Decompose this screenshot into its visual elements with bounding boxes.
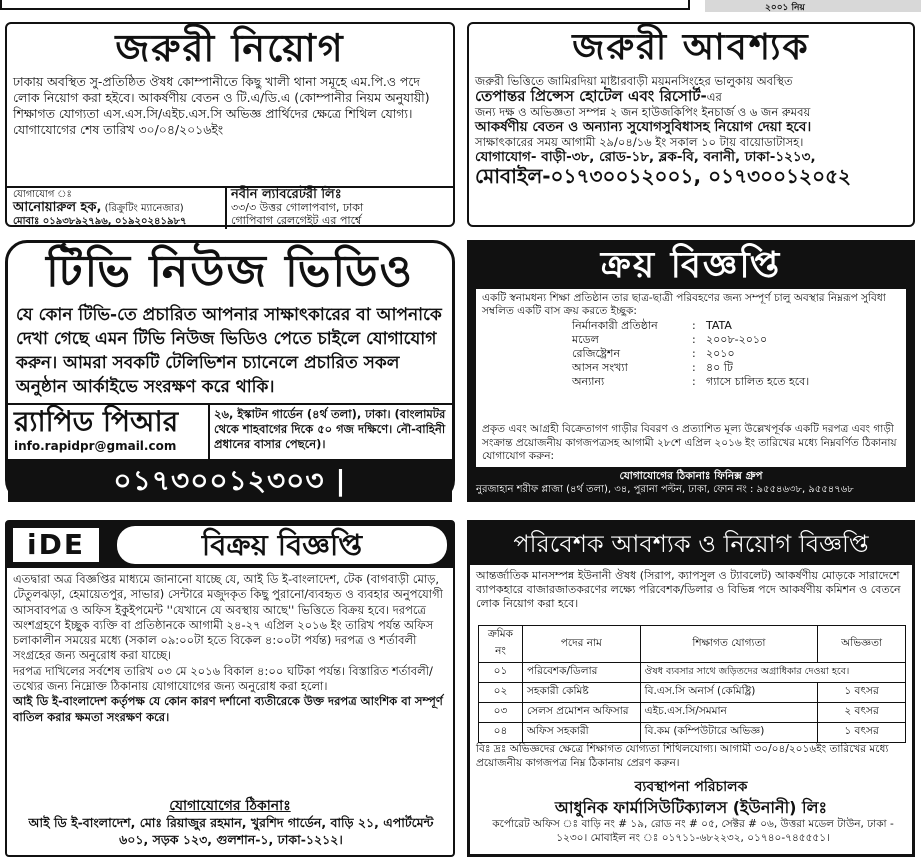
spec-key: অন্যান্য bbox=[572, 375, 605, 388]
ad-panel bbox=[476, 289, 906, 467]
previous-ad-border bbox=[0, 0, 690, 10]
table-cell: ১ বৎসর bbox=[818, 723, 906, 743]
table-cell: ০১ bbox=[479, 663, 523, 683]
positions-table bbox=[478, 625, 906, 743]
table-cell: সেলস প্রমোশন অফিসার bbox=[522, 703, 640, 723]
ad-urgent-recruitment bbox=[5, 22, 455, 227]
contact-role: (রিক্রুটিং ম্যানেজার) bbox=[104, 203, 184, 214]
ad-title: পরিবেশক আবশ্যক ও নিয়োগ বিজ্ঞপ্তি bbox=[470, 523, 912, 565]
table-cell: ১ বৎসর bbox=[818, 683, 906, 703]
body-line: সাক্ষাৎকারের সময় আগামী ২৯/০৪/১৬ ইং সকাল ১০ টায় বায়োডাটাসহ। bbox=[475, 135, 804, 149]
ad-body: ঢাকায় অবস্থিত সু-প্রতিষ্ঠিত ঔষধ কোম্পানীতে কিছু খালী থানা সমূহে এম.পি.ও পদে লোক নিয়োগ করা হইবে। আকর্ষণীয় বেতন ও টি.এ/ডি.এ (কোম্পানীর নিয়ম অনুযায়ী) শিক্ষাগত যোগ্যতা এস.এস.সি/এইচ.এস.সি অভিজ্ঞ প্রার্থিদের ক্ষেত্রে শিথিল যোগ্য। যোগাযোগের শেষ তারিখ ৩০/০৪/২০১৬ইং bbox=[13, 74, 430, 137]
address-line: ৩৩/৩ উত্তর গোলাপবাগ, ঢাকা bbox=[231, 201, 364, 214]
ad-title: ক্রয় বিজ্ঞপ্তি bbox=[600, 245, 782, 286]
contact-address: আই ডি ই-বাংলাদেশ, মোঃ রিয়াজুর রহমান, খুরশিদ গার্ডেন, বাড়ি ২১, এপার্টমেন্ট ৬০১, সড়ক ১২৩, গুলশান-১, ঢাকা-১২১২। bbox=[28, 815, 434, 847]
ad-purchase-notice bbox=[467, 240, 915, 502]
ad-title: টিভি নিউজ ভিডিও bbox=[46, 246, 414, 297]
ad-sale-notice bbox=[5, 520, 455, 857]
contact-mobile: মোবাঃ ০১৯৩৮৯২৭৯৬, ০১৯২০২৪১৯৮৭ bbox=[13, 216, 187, 227]
table-row bbox=[479, 723, 906, 743]
table-cell: ঔষধ ব্যবসার সাথে জড়িতদের অগ্রাধিকার দেওয়া হবে। bbox=[640, 663, 905, 683]
spec-key: মডেল bbox=[572, 333, 599, 346]
spec-key: আসন সংখ্যা bbox=[572, 361, 628, 374]
ad-intro: আন্তর্জাতিক মানসম্পন্ন ইউনানী ঔষধ (সিরাপ, ক্যাপসুল ও ট্যাবলেট) আকর্ষণীয় মোড়কে সারাদেশে ব্যাপকহারে বাজারজাতকরণের লক্ষ্যে পরিবেশক/ডিলার ও বিভিন্ন পদে আকর্ষণীয় কমিশন ও বেতনে লোক নিয়োগ করা হবে। bbox=[476, 569, 901, 610]
brand-section bbox=[8, 403, 452, 459]
hotel-suffix: এর bbox=[706, 90, 722, 104]
ad-title: বিক্রয় বিজ্ঞপ্তি bbox=[117, 526, 447, 564]
table-row bbox=[479, 683, 906, 703]
table-cell: সহকারী কেমিষ্ট bbox=[522, 683, 640, 703]
spec-row: নির্মানকারী প্রতিষ্ঠান : TATA bbox=[572, 319, 732, 332]
body-paragraph: দরপত্র দাখিলের সর্বশেষ তারিখ ০৩ মে ২০১৬ বিকাল ৪:০০ ঘটিকা পর্যন্ত। বিস্তারিত শর্তাবলী/ তথ্যের জন্য নিম্নোক্ত ঠিকানায় যোগাযোগের জন্য অনুরোধ করা হলো। bbox=[13, 663, 433, 694]
ad-urgent-requirement bbox=[467, 22, 915, 227]
contact-person bbox=[13, 188, 221, 228]
contact-address: যোগাযোগ- বাড়ী-৩৮, রোড-১৮, ব্লক-বি, বনানী, ঢাকা-১২১৩, bbox=[475, 149, 816, 165]
spec-list bbox=[572, 319, 902, 389]
ad-footer bbox=[470, 469, 912, 497]
ad-intro: একটি স্বনামধন্য শিক্ষা প্রতিষ্ঠান তার ছাত্র-ছাত্রী পরিবহণের জন্য সম্পূর্ণ চালু অবস্থার নিম্নরূপ সুবিধা সম্বলিত একটি বাস ক্রয় করতে ইচ্ছুক: bbox=[482, 292, 886, 317]
body-paragraph: এতদ্বারা অত্র বিজ্ঞপ্তির মাধ্যমে জানানো যাচ্ছে যে, আই ডি ই-বাংলাদেশ, টেক (বাগবাড়ী মোড়, টেতুলঝড়া, হেমায়েতপুর, সাভার) সেন্টারে মজুদকৃত কিছু পুরানো/ব্যবহৃত ও ব্যবহার অনুপযোগী আসবাবপত্র ও অফিস ইকুইপমেন্ট ''যেখানে যে অবস্থায় আছে'' ভিত্তিতে বিক্রয় হবে। দরপত্রে অংশগ্রহণে ইচ্ছুক ব্যক্তি বা প্রতিষ্ঠানকে আগামী ২৪-২৭ এপ্রিল ২০১৬ ইং তারিখ পর্যন্ত অফিস চলাকালীন সময়ের মধ্যে (সকাল ০৯:০০টা হতে বিকেল ৪:০০টা পর্যন্ত) দরপত্র ও শর্তাবলী সংগ্রহের জন্য অনুরোধ করা যাচ্ছে। bbox=[13, 572, 443, 663]
body-line: আকর্ষণীয় বেতন ও অন্যান্য সুযোগসুবিধাসহ নিয়োগ দেয়া হবে। bbox=[475, 119, 812, 135]
spec-value: গ্যাসে চালিত হতে হবে। bbox=[706, 375, 810, 388]
body-line: জরুরী ভিত্তিতে জামিরদিয়া মাষ্টারবাড়ী ময়মনসিংহের ভালুকায় অবস্থিত bbox=[475, 74, 793, 88]
ad-body bbox=[13, 572, 449, 725]
ide-logo: iDE bbox=[13, 528, 99, 562]
spec-value: ২০০৮-২০১০ bbox=[706, 333, 768, 346]
table-cell: বি.কম (কম্পিউটারে অভিজ্ঞ) bbox=[640, 723, 817, 743]
table-cell: ০৪ bbox=[479, 723, 523, 743]
spec-value: TATA bbox=[706, 319, 732, 332]
column-header: অভিজ্ঞতা bbox=[818, 626, 906, 663]
table-header-row bbox=[479, 626, 906, 663]
contact-label: যোগাযোগের ঠিকানাঃ ফিনিক্স গ্রুপ bbox=[619, 470, 763, 482]
ad-distributor-recruitment bbox=[467, 520, 915, 857]
column-header: পদের নাম bbox=[522, 626, 640, 663]
spec-key: রেজিষ্ট্রেশন bbox=[572, 347, 621, 360]
ad-tv-news-video bbox=[5, 240, 455, 502]
address-line: গোপিবাগ রেলগেইট এর পার্শ্বে bbox=[231, 214, 362, 227]
note: বিঃ দ্রঃ অভিজ্ঞদের ক্ষেত্রে শিক্ষাগত যোগ্যতা শিথিলযোগ্য। আগামী ৩০/০৪/২০১৬ইং তারিখের মধ্যে প্রয়োজনীয় কাগজপত্র নিম্ন ঠিকানায় প্রেরণ করুন। bbox=[476, 743, 889, 769]
top-strip bbox=[0, 0, 921, 12]
table-cell: পরিবেশক/ডিলার bbox=[522, 663, 640, 683]
table-cell: ০২ bbox=[479, 683, 523, 703]
table-row bbox=[479, 703, 906, 723]
company-address bbox=[231, 188, 453, 227]
column-header: শিক্ষাগত যোগ্যতা bbox=[640, 626, 817, 663]
company-address: কর্পোরেট অফিস ঃ বাড়ি নং # ১৯, রোড নং # ০৫, সেক্টর # ০৬, উত্তরা মডেল টাউন, ঢাকা - ১২৩০। মোবাইল নং ঃ ০১৭১১-৬৮২২৩২, ০১৭৪০-৭৪৫৫৫১। bbox=[492, 818, 894, 844]
spec-value: ২০১০ bbox=[706, 347, 735, 360]
spec-row: অন্যান্য : গ্যাসে চালিত হতে হবে। bbox=[572, 375, 810, 388]
spec-key: নির্মানকারী প্রতিষ্ঠান bbox=[572, 319, 658, 332]
vertical-divider bbox=[208, 405, 210, 461]
table-cell: এইচ.এস.সি/সমমান bbox=[640, 703, 817, 723]
table-cell: বি.এস.সি অনার্স (কেমিষ্ট্রি) bbox=[640, 683, 817, 703]
body-paragraph: আই ডি ই-বাংলাদেশ কর্তৃপক্ষ যে কোন কারণ দর্শানো ব্যতীরেকে উক্ত দরপত্র আংশিক বা সম্পূর্ণ বাতিল করার ক্ষমতা সংরক্ষণ করে। bbox=[13, 694, 443, 724]
ad-body: যে কোন টিভি-তে প্রচারিত আপনার সাক্ষাৎকারের বা আপনাকে দেখা গেছে এমন টিভি নিউজ ভিডিও পেতে চাইলে যোগাযোগ করুন। আমরা সবকটি টেলিভিশন চ্যানেলে প্রচারিত সকল অনুষ্ঠান আর্কাইভে সংরক্ষণ করে থাকি। bbox=[16, 305, 442, 397]
vertical-divider bbox=[225, 186, 227, 229]
hotel-name: তেপান্তর প্রিন্সেস হোটেল এবং রিসোর্ট- bbox=[475, 87, 707, 105]
spec-row: আসন সংখ্যা : ৪০ টি bbox=[572, 361, 733, 374]
spec-value: ৪০ টি bbox=[706, 361, 733, 374]
contact-label: যোগাযোগ ঃ bbox=[13, 189, 72, 200]
body-line: জন্য দক্ষ ও অভিজ্ঞতা সম্পন্ন ২ জন হাউজকিপিং ইনচার্জ ও ৬ জন রুমবয় bbox=[475, 105, 811, 119]
top-right-box: ২০০১ নিয় bbox=[705, 0, 921, 12]
table-row bbox=[479, 663, 906, 683]
company-name: আধুনিক ফার্মাসিউটিক্যালস (ইউনানী) লিঃ bbox=[554, 798, 828, 817]
address: ২৬, ইস্কাটন গার্ডেন (৪র্থ তলা), ঢাকা। (বাংলামটর থেকে শাহবাগের দিকে ৫০ গজ দক্ষিণে। নৌ-বাহিনী প্রধানের বাসার পেছনে)। bbox=[214, 407, 446, 451]
contact-name: আনোয়ারুল হক, bbox=[13, 200, 102, 215]
contact-mobile: মোবাইল-০১৭৩০০১২০০১, ০১৭৩০০১২০৫২ bbox=[475, 164, 852, 188]
table-cell: ০৩ bbox=[479, 703, 523, 723]
spec-row: রেজিষ্ট্রেশন : ২০১০ bbox=[572, 347, 735, 360]
ad-title: জরুরী নিয়োগ bbox=[115, 25, 345, 70]
column-header: ক্রমিক নং bbox=[479, 626, 523, 663]
contact-heading: যোগাযোগের ঠিকানাঃ bbox=[169, 798, 291, 814]
table-cell: অফিস সহকারী bbox=[522, 723, 640, 743]
contact-address: নুরজাহান শরীফ প্লাজা (৪র্থ তলা), ৩৪, পুরানা পল্টন, ঢাকা, ফোন নং : ৯৫৫৪৬৩৮, ৯৫৫৪৭৬৮ bbox=[476, 484, 854, 495]
phone-numbers: ০১৭৩০০১২৩০৩ | bbox=[8, 459, 452, 502]
spec-row: মডেল : ২০০৮-২০১০ bbox=[572, 333, 768, 346]
table-cell: ২ বৎসর bbox=[818, 703, 906, 723]
managing-director-label: ব্যবস্থাপনা পরিচালক bbox=[634, 779, 748, 795]
company-name: নবীন ল্যাবরেটরী লিঃ bbox=[231, 187, 342, 202]
ad-title: জরুরী আবশ্যক bbox=[572, 26, 810, 68]
email: info.rapidpr@gmail.com bbox=[14, 439, 177, 453]
ad-outro: প্রকৃত এবং আগ্রহী বিক্রেতাগণ গাড়ীর বিবরণ ও প্রত্যাশিত মূল্য উল্লেখপূর্বক একটি দরপত্র এবং গাড়ী সংক্রান্ত প্রয়োজনীয় কাগজপত্রসহ আগামী ২৮শে এপ্রিল ২০১৬ ইং তারিখের মধ্যে নিম্নবর্ণিত ঠিকানায় যোগাযোগ করুন: bbox=[482, 423, 897, 462]
brand-name: র‌্যাপিড পিআর bbox=[14, 405, 179, 438]
ad-body bbox=[475, 74, 911, 187]
ad-header bbox=[7, 522, 453, 568]
